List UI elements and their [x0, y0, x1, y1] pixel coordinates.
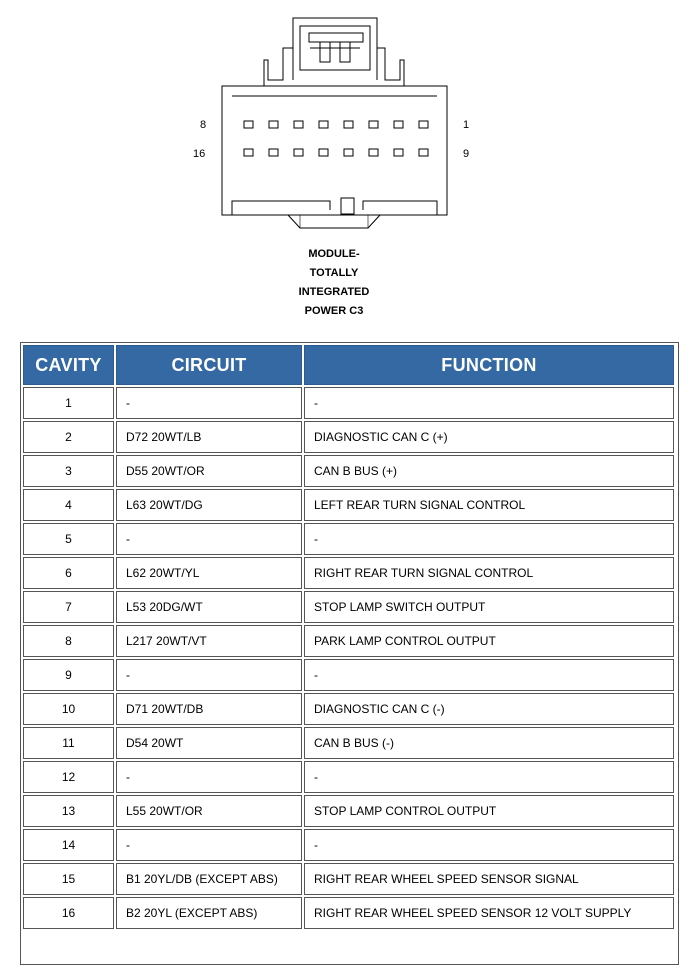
- cavity-circuit-table: [20, 342, 679, 965]
- function-cell: -: [304, 523, 674, 555]
- table-row: [23, 591, 674, 623]
- pin-label-8: 8: [200, 119, 207, 131]
- connector-outline: [222, 18, 447, 228]
- function-cell: PARK LAMP CONTROL OUTPUT: [304, 625, 674, 657]
- circuit-cell: D71 20WT/DB: [116, 693, 302, 725]
- caption-line: POWER C3: [304, 305, 364, 317]
- table-row: [23, 863, 674, 895]
- function-cell: CAN B BUS (+): [304, 455, 674, 487]
- cavity-slot: [394, 149, 403, 156]
- cavity-cell: 15: [23, 863, 114, 895]
- caption-line: INTEGRATED: [298, 286, 370, 298]
- cavity-slot: [319, 149, 328, 156]
- cavity-cell: 2: [23, 421, 114, 453]
- circuit-cell: D54 20WT: [116, 727, 302, 759]
- cavity-slot: [294, 121, 303, 128]
- cavity-cell: 11: [23, 727, 114, 759]
- circuit-cell: -: [116, 761, 302, 793]
- cavity-cell: 16: [23, 897, 114, 929]
- circuit-cell: B1 20YL/DB (EXCEPT ABS): [116, 863, 302, 895]
- cavity-slot: [319, 121, 328, 128]
- cavity-cell: 3: [23, 455, 114, 487]
- cavity-slot: [269, 149, 278, 156]
- table-row: [23, 761, 674, 793]
- connector-caption: [234, 245, 434, 321]
- table-row: [23, 727, 674, 759]
- circuit-cell: L55 20WT/OR: [116, 795, 302, 827]
- pin-label-9: 9: [463, 148, 470, 160]
- function-cell: DIAGNOSTIC CAN C (+): [304, 421, 674, 453]
- circuit-cell: D55 20WT/OR: [116, 455, 302, 487]
- cavity-cell: 6: [23, 557, 114, 589]
- circuit-cell: -: [116, 829, 302, 861]
- cavity-cell: 13: [23, 795, 114, 827]
- pin-label-16: 16: [193, 148, 206, 160]
- header-function: FUNCTION: [304, 345, 674, 385]
- circuit-cell: L217 20WT/VT: [116, 625, 302, 657]
- function-cell: CAN B BUS (-): [304, 727, 674, 759]
- cavity-slot: [394, 121, 403, 128]
- cavity-grid: [244, 121, 428, 156]
- function-cell: RIGHT REAR TURN SIGNAL CONTROL: [304, 557, 674, 589]
- table-row: [23, 897, 674, 929]
- circuit-cell: L62 20WT/YL: [116, 557, 302, 589]
- table-row: [23, 829, 674, 861]
- function-cell: -: [304, 659, 674, 691]
- table-row: [23, 557, 674, 589]
- function-cell: STOP LAMP SWITCH OUTPUT: [304, 591, 674, 623]
- cavity-cell: 14: [23, 829, 114, 861]
- table-row: [23, 625, 674, 657]
- cavity-cell: 5: [23, 523, 114, 555]
- table-row: [23, 489, 674, 521]
- cavity-slot: [344, 121, 353, 128]
- caption-line: TOTALLY: [309, 267, 359, 279]
- table-row: [23, 421, 674, 453]
- cavity-slot: [244, 149, 253, 156]
- table-row: [23, 693, 674, 725]
- function-cell: -: [304, 387, 674, 419]
- table-row: [23, 659, 674, 691]
- function-cell: -: [304, 829, 674, 861]
- function-cell: STOP LAMP CONTROL OUTPUT: [304, 795, 674, 827]
- cavity-slot: [269, 121, 278, 128]
- function-cell: LEFT REAR TURN SIGNAL CONTROL: [304, 489, 674, 521]
- circuit-cell: B2 20YL (EXCEPT ABS): [116, 897, 302, 929]
- header-cavity: CAVITY: [23, 345, 114, 385]
- header-circuit: CIRCUIT: [116, 345, 302, 385]
- circuit-cell: L63 20WT/DG: [116, 489, 302, 521]
- cavity-slot: [244, 121, 253, 128]
- cavity-cell: 12: [23, 761, 114, 793]
- cavity-cell: 9: [23, 659, 114, 691]
- table-header-row: [23, 345, 674, 385]
- table-row: [23, 795, 674, 827]
- circuit-cell: -: [116, 659, 302, 691]
- cavity-slot: [369, 149, 378, 156]
- table-row: [23, 455, 674, 487]
- cavity-cell: 4: [23, 489, 114, 521]
- cavity-slot: [419, 149, 428, 156]
- table-row: [23, 387, 674, 419]
- cavity-cell: 1: [23, 387, 114, 419]
- cavity-slot: [369, 121, 378, 128]
- cavity-slot: [294, 149, 303, 156]
- function-cell: -: [304, 761, 674, 793]
- cavity-cell: 8: [23, 625, 114, 657]
- function-cell: RIGHT REAR WHEEL SPEED SENSOR 12 VOLT SUPPLY: [304, 897, 674, 929]
- cavity-cell: 10: [23, 693, 114, 725]
- circuit-cell: -: [116, 523, 302, 555]
- cavity-slot: [419, 121, 428, 128]
- function-cell: RIGHT REAR WHEEL SPEED SENSOR SIGNAL: [304, 863, 674, 895]
- function-cell: DIAGNOSTIC CAN C (-): [304, 693, 674, 725]
- circuit-cell: D72 20WT/LB: [116, 421, 302, 453]
- table-row: [23, 523, 674, 555]
- circuit-cell: L53 20DG/WT: [116, 591, 302, 623]
- cavity-slot: [344, 149, 353, 156]
- circuit-cell: -: [116, 387, 302, 419]
- caption-line: MODULE-: [308, 248, 360, 260]
- pin-label-1: 1: [463, 119, 470, 131]
- cavity-cell: 7: [23, 591, 114, 623]
